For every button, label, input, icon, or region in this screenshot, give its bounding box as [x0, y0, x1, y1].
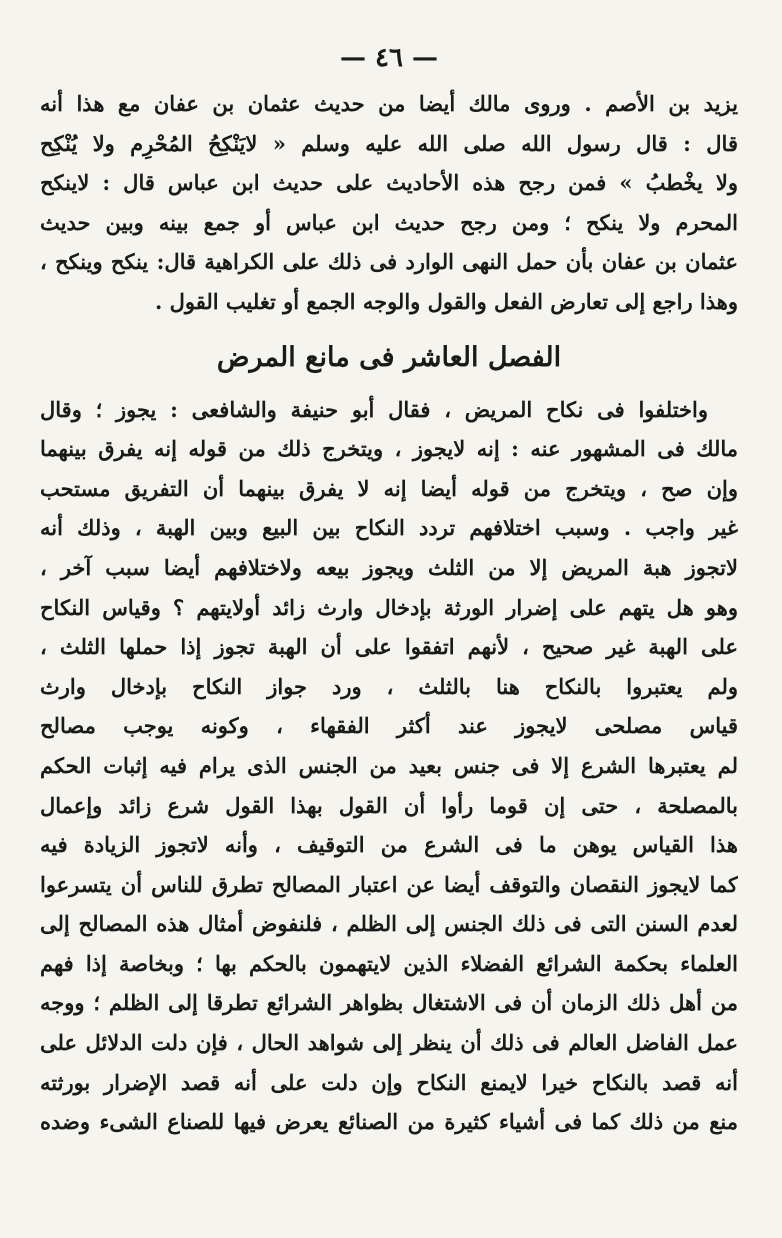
text-line: هذا القياس يوهن ما فى الشرع من التوقيف ، وأنه لاتجوز الزيادة فيه	[40, 832, 738, 858]
text-line: أنه قصد بالنكاح خيرا لايمنع النكاح وإن دلت على أنه قصد الإضرار بورثته	[40, 1069, 738, 1095]
text-line: ولم يعتبروا بالنكاح هنا بالثلث ، ورد جواز النكاح بإدخال وارث	[40, 673, 738, 699]
paragraph-1	[40, 84, 738, 322]
text-line: بالمصلحة ، حتى إن قوما رأوا أن القول بهذا القول شرع زائد وإعمال	[40, 792, 738, 818]
text-line: وإن صح ، ويتخرج من قوله أيضا إنه لا يفرق بينهما أن التفريق مستحب	[40, 475, 738, 501]
text-line: لاتجوز هبة المريض إلا من الثلث ويجوز بيعه ولاختلافهم أيضا سبب آخر ،	[40, 554, 738, 580]
text-line: المحرم ولا ينكح ؛ ومن رجح حديث ابن عباس أو جمع بينه وبين حديث	[40, 209, 738, 235]
text-line: قياس مصلحى لايجوز عند أكثر الفقهاء ، وكونه يوجب مصالح	[40, 713, 738, 739]
section-heading: الفصل العاشر فى مانع المرض	[216, 341, 562, 373]
text-line: لعدم السنن التى فى ذلك الجنس إلى الظلم ، فلنفوض أمثال هذه المصالح إلى	[40, 911, 738, 937]
text-line: على الهبة غير صحيح ، لأنهم اتفقوا على أن الهبة تجوز إذا حملها الثلث ،	[40, 634, 738, 660]
text-line: قال : قال رسول الله صلى الله عليه وسلم « لايَنْكِحُ المُحْرِم ولا يُنْكِح	[40, 130, 738, 156]
text-line: العلماء بحكمة الشرائع الفضلاء الذين لايتهمون بالحكم بها ؛ وبخاصة إذا فهم	[40, 950, 738, 976]
text-line: عمل الفاضل العالم فى ذلك أن ينظر إلى شواهد الحال ، فإن دلت الدلائل على	[40, 1030, 738, 1056]
text-line: من أهل ذلك الزمان أن فى الاشتغال بظواهر الشرائع تطرقا إلى الظلم ؛ ووجه	[40, 990, 738, 1016]
text-line: ولا يخْطبُ » فمن رجح هذه الأحاديث على حديث ابن عباس قال : لاينكح	[40, 170, 738, 196]
page-number: — ٤٦ —	[339, 43, 439, 73]
text-line: كما لايجوز النقصان والتوقف أيضا عن اعتبار المصالح تطرق للناس أن يتسرعوا	[40, 871, 738, 897]
text-line: واختلفوا فى نكاح المريض ، فقال أبو حنيفة والشافعى : يجوز ؛ وقال	[40, 396, 708, 422]
paragraph-2	[40, 390, 738, 1142]
text-line: وهو هل يتهم على إضرار الورثة بإدخال وارث زائد أولايتهم ؟ وقياس النكاح	[40, 594, 738, 620]
text-line: يزيد بن الأصم . وروى مالك أيضا من حديث عثمان بن عفان مع هذا أنه	[40, 91, 738, 116]
text-line: لم يعتبرها الشرع إلا فى جنس بعيد من الجنس الذى يرام فيه إثبات الحكم	[40, 752, 738, 778]
text-line: وهذا راجع إلى تعارض الفعل والقول والوجه الجمع أو تغليب القول .	[155, 288, 738, 314]
text-line: منع من ذلك كما فى أشياء كثيرة من الصنائع يعرض فيها للصناع الشىء وضده	[40, 1109, 738, 1135]
text-line: مالك فى المشهور عنه : إنه لايجوز ، ويتخرج ذلك من قوله إنه يفرق بينهما	[40, 436, 738, 462]
text-line: غير واجب . وسبب اختلافهم تردد النكاح بين البيع وبين الهبة ، وذلك أنه	[40, 515, 738, 541]
text-line: عثمان بن عفان بأن حمل النهى الوارد فى ذلك على الكراهية قال: ينكح وينكح ،	[40, 249, 738, 275]
